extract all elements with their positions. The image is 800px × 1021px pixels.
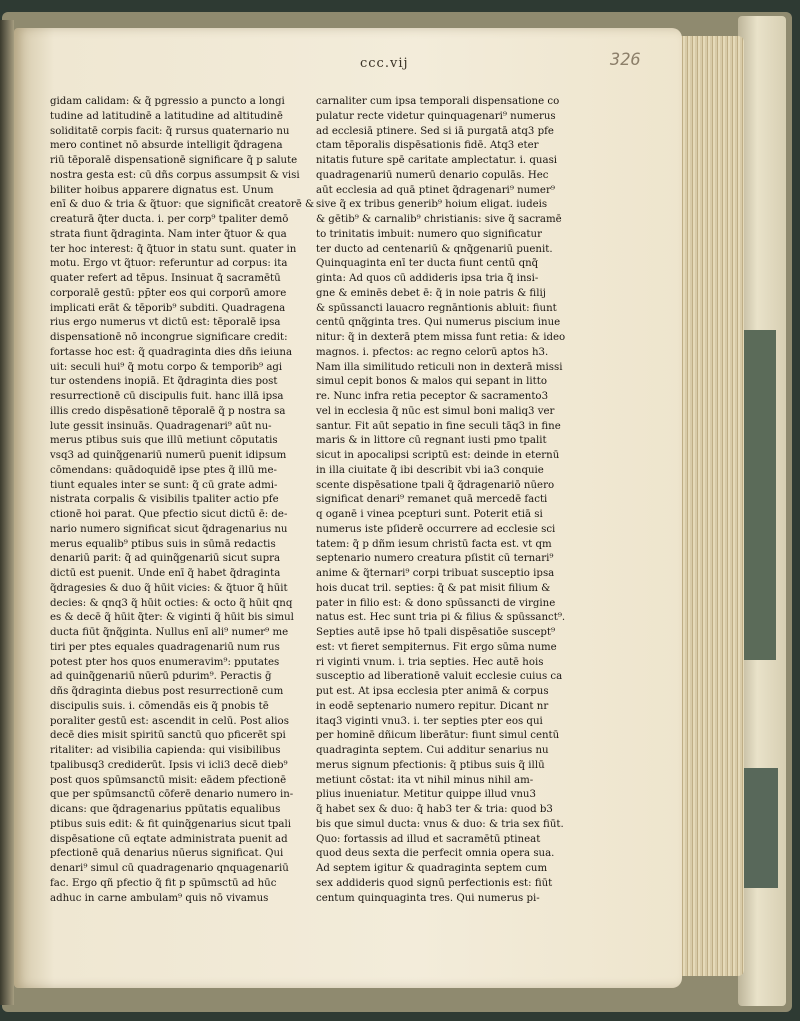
text-line: mero continet nō absurde intelligit q̃dragena — [50, 140, 283, 152]
text-line: soliditatē corpis facit: q̃ rursus quaternario nu — [50, 125, 290, 137]
text-line: pulatur recte videtur quinquagenari⁹ numerus — [316, 110, 556, 122]
text-line: Quinquaginta enī ter ducta fiunt centū qnq̃ — [316, 258, 539, 270]
text-line: pfectionē quā denarius nūerus significat. Qui — [50, 848, 284, 860]
text-line: santur. Fit aūt sepatio in fine seculi tāq3 in fine — [316, 420, 561, 432]
text-line: septenario numero creatura pſistit cū ternari⁹ — [316, 553, 554, 565]
text-line: rius ergo numerus vt dictū est: tēporalē ipsa — [50, 317, 281, 329]
text-line: per hominē dñicum liberātur: fiunt simul centū — [316, 730, 560, 742]
text-line: ctam tēporalis dispēsationis fidē. Atq3 eter — [316, 140, 539, 152]
text-line: uit: seculi hui⁹ q̃ motu corpo & temporib⁹ agi — [50, 361, 283, 373]
text-line: simul cepit bonos & malos qui sepant in litto — [316, 376, 547, 388]
text-line: ad quinq̃genariū nūerū pdurim⁹. Peractis ḡ — [50, 671, 272, 683]
text-line: lute gessit insinuās. Quadragenari⁹ aūt nu- — [50, 420, 272, 432]
text-line: riū tēporalē dispensationē significare q̃ p salute — [50, 155, 298, 166]
text-line: Nam illa similitudo reticuli non in dexterā missi — [316, 361, 563, 373]
text-line: sicut in apocalipsi scriptū est: deinde in eternū — [316, 450, 560, 461]
text-line: decies: & qnq3 q̃ hūit octies: & octo q̃ hūit qnq — [50, 597, 293, 609]
text-line: q oganē i vinea pcepturi sunt. Poterit etiā si — [316, 509, 543, 520]
text-line: ptibus suis edit: & fit quinq̃genarius sicut tpali — [50, 818, 291, 830]
text-line: ducta fiūt q̃nq̃ginta. Nullus enī ali⁹ numer⁹ me — [50, 627, 289, 638]
text-line: fac. Ergo qñ pfectio q̃ fit p spūmsctū ad hūc — [50, 877, 277, 889]
text-line: dicans: que q̃dragenarius ppūtatis equalibus — [50, 804, 281, 815]
text-line: motu. Ergo vt q̃tuor: referuntur ad corpus: ita — [50, 258, 288, 270]
text-line: denariū parit: q̃ ad quinq̃genariū sicut supra — [50, 553, 281, 565]
text-line: ritaliter: ad visibilia capienda: qui visibilibus — [50, 745, 281, 756]
text-line: put est. At ipsa ecclesia pter animā & corpus — [316, 686, 549, 697]
text-line: q̃dragesies & duo q̃ hūit vicies: & q̃tuor q̃ hūit — [50, 582, 288, 594]
text-line: merus signum pfectionis: q̃ ptibus suis q̃ illū — [316, 759, 545, 771]
text-line: tiri per ptes equales quadragenariū num rus — [50, 641, 280, 653]
text-line: significat denari⁹ remanet quā mercedē facti — [316, 494, 548, 506]
text-line: ctionē hoi parat. Que pfectio sicut dictū ē: de- — [50, 509, 288, 520]
text-line: metiunt cōstat: ita vt nihil minus nihil am- — [316, 774, 534, 786]
text-line: quater refert ad tēpus. Insinuat q̃ sacramētū — [50, 273, 281, 284]
text-line: sive q̃ ex tribus generib⁹ hoium eligat. iudeis — [316, 199, 548, 211]
text-line: quadragenariū numerū denario copulās. Hec — [316, 169, 549, 181]
text-line: denari⁹ simul cū quadragenario qnquagenariū — [50, 863, 289, 874]
text-line: adhuc in carne ambulam⁹ quis nō vivamus — [50, 892, 269, 904]
text-line: quadraginta septem. Cui additur senarius nu — [316, 745, 549, 756]
text-line: potest pter hos quos enumeravim⁹: pputates — [50, 656, 280, 668]
text-line: to trinitatis imbuit: numero quo significatur — [316, 228, 542, 240]
text-line: numerus iste pſiderē occurrere ad ecclesie sci — [316, 523, 556, 535]
text-line: vsq3 ad quinq̃genariū numerū puenit idipsum — [50, 450, 287, 461]
text-line: tudine ad latitudinē a latitudine ad altitudinē — [50, 110, 283, 122]
text-line: itaq3 viginti vnu3. i. ter septies pter eos qui — [316, 715, 543, 727]
text-line: ter hoc interest: q̃ q̃tuor in statu sunt. quater in — [50, 243, 297, 255]
text-line: nostra gesta est: cū dñs corpus assumpsit & visi — [50, 169, 300, 181]
text-line: que per spūmsanctū cōferē denario numero in- — [50, 789, 294, 801]
text-line: corporalē gestū: pp̄ter eos qui corporū amore — [50, 287, 287, 299]
text-line: discipulis suis. i. cōmendās eis q̃ pnobis tē — [50, 700, 269, 712]
folio-number: 326 — [610, 50, 641, 70]
text-line: strata fiunt q̃draginta. Nam inter q̃tuor & qua — [50, 228, 287, 240]
text-line: creaturā q̃ter ducta. i. per corp⁹ tpaliter demō — [50, 214, 289, 225]
text-line: ri viginti vnum. i. tria septies. Hec autē hois — [316, 656, 544, 668]
running-header: ccc.vij — [360, 56, 409, 71]
text-line: magnos. i. pfectos: ac regno celorū aptos h3. — [316, 346, 549, 358]
text-line: Quo: fortassis ad illud et sacramētū ptineat — [316, 833, 541, 845]
text-line: ter ducto ad centenariū & qnq̃genariū puenit. — [316, 243, 553, 255]
text-line: merus ptibus suis que illū metiunt cōputatis — [50, 435, 278, 447]
text-line: vel in ecclesia q̃ nūc est simul boni maliq3 ver — [316, 405, 555, 417]
text-line: cōmendans: quādoquidē ipse ptes q̃ illū me- — [50, 464, 277, 476]
text-line: dispensationē nō incongrue significare credit: — [50, 332, 288, 343]
text-line: biliter hoibus apparere dignatus est. Unum — [50, 184, 274, 196]
text-line: enī & duo & tria & q̃tuor: que significāt creatorē & — [50, 199, 315, 211]
text-line: tiunt equales inter se sunt: q̃ cū grate admi- — [50, 479, 278, 491]
text-line: ad ecclesiā ptinere. Sed si iā purgatā atq3 pfe — [316, 125, 554, 137]
text-line: merus equalib⁹ ptibus suis in sūmā redactis — [50, 538, 276, 550]
text-line: sex addideris quod signū perfectionis est: fiūt — [316, 877, 553, 889]
text-line: nitur: q̃ in dexterā ptem missa funt retia: & ideo — [316, 332, 566, 343]
text-column-right — [316, 95, 592, 904]
text-line: aūt ecclesia ad quā ptinet q̃dragenari⁹ numer⁹ — [316, 184, 555, 196]
text-line: dictū est puenit. Unde enī q̃ habet q̃draginta — [50, 568, 281, 579]
text-line: est: vt fieret sempiternus. Fit ergo sūma nume — [316, 641, 557, 653]
text-line: & spūssancti lauacro regnāntionis abluit: fiunt — [316, 302, 557, 314]
text-line: dñs q̃draginta diebus post resurrectionē cum — [50, 686, 284, 697]
text-line: ginta: Ad quos cū addideris ipsa tria q̃ insi- — [316, 273, 539, 284]
cover-cloth-strip — [744, 330, 776, 660]
text-line: Ad septem igitur & quadraginta septem cum — [316, 863, 548, 874]
text-line: nitatis future spē caritate amplectatur. i. quasi — [316, 155, 558, 166]
text-line: Septies autē ipse hō tpali dispēsatiōe suscept⁹ — [316, 627, 556, 638]
cover-cloth-strip-lower — [744, 768, 778, 888]
text-line: plius inueniatur. Metitur quippe illud vnu3 — [316, 789, 536, 801]
text-line: fortasse hoc est: q̃ quadraginta dies dñs ieiuna — [50, 346, 293, 358]
text-line: post quos spūmsanctū misit: eādem pfectionē — [50, 774, 287, 786]
text-line: anime & q̃ternari⁹ corpi tribuat susceptio ipsa — [316, 568, 555, 579]
text-line: es & decē q̃ hūit q̃ter: & viginti q̃ hūit bis simul — [50, 612, 294, 624]
text-line: centum quinquaginta tres. Qui numerus pi- — [316, 892, 540, 904]
binding-edge — [0, 20, 14, 1005]
text-line: gne & eminēs debet ē: q̃ in noie patris & filij — [316, 287, 546, 299]
text-line: q̃ habet sex & duo: q̃ hab3 ter & tria: quod b3 — [316, 804, 553, 815]
text-line: maris & in littore cū regnant iusti pmo tpalit — [316, 435, 547, 447]
text-line: tpalibusq3 crediderūt. Ipsis vi icli3 decē dieb⁹ — [50, 759, 288, 771]
text-line: carnaliter cum ipsa temporali dispensatione co — [316, 96, 560, 107]
text-line: bis que simul ducta: vnus & duo: & tria sex fiūt. — [316, 818, 564, 830]
text-line: implicati erāt & tēporib⁹ subditi. Quadragena — [50, 302, 286, 314]
text-line: nario numero significat sicut q̃dragenarius nu — [50, 523, 288, 535]
text-line: & gētib⁹ & carnalib⁹ christianis: sive q̃ sacramē — [316, 214, 562, 225]
text-line: tur ostendens inopiā. Et q̃draginta dies post — [50, 376, 278, 388]
text-line: dispēsatione cū eqtate administrata puenit ad — [50, 833, 288, 845]
text-line: resurrectionē cū discipulis fuit. hanc illā ipsa — [50, 391, 284, 402]
text-column-left — [50, 95, 315, 904]
text-line: gidam calidam: & q̃ pgressio a puncto a longi — [50, 96, 285, 107]
text-line: hois ducat tril. septies: q̃ & pat misit filium & — [316, 582, 551, 594]
text-line: tatem: q̃ p dñm iesum christū facta est. vt qm — [316, 538, 552, 550]
text-line: re. Nunc infra retia peceptor & sacramento3 — [316, 391, 549, 402]
text-line: quod deus sexta die perfecit omnia opera sua. — [316, 848, 555, 860]
text-line: pater in filio est: & dono spūssancti de virgine — [316, 597, 556, 609]
text-line: poraliter gestū est: ascendit in celū. Post alios — [50, 715, 289, 727]
text-line: illis credo dispēsationē tēporalē q̃ p nostra sa — [50, 405, 286, 417]
text-line: susceptio ad liberationē valuit ecclesie cuius ca — [316, 671, 563, 683]
text-line: in eodē septenario numero repitur. Dicant nr — [316, 700, 549, 712]
text-line: centū qnq̃ginta tres. Qui numerus piscium inue — [316, 317, 561, 329]
text-line: scente dispēsatione tpali q̃ q̃dragenariō nūero — [316, 479, 555, 491]
text-line: natus est. Hec sunt tria pi & filius & spūssanct⁹. — [316, 612, 566, 624]
text-line: nistrata corpalis & visibilis tpaliter actio pfe — [50, 494, 279, 506]
text-line: in illa ciuitate q̃ ibi describit vbi ia3 conquie — [316, 464, 544, 476]
text-line: decē dies misit spiritū sanctū quo pficerēt spi — [50, 730, 286, 742]
